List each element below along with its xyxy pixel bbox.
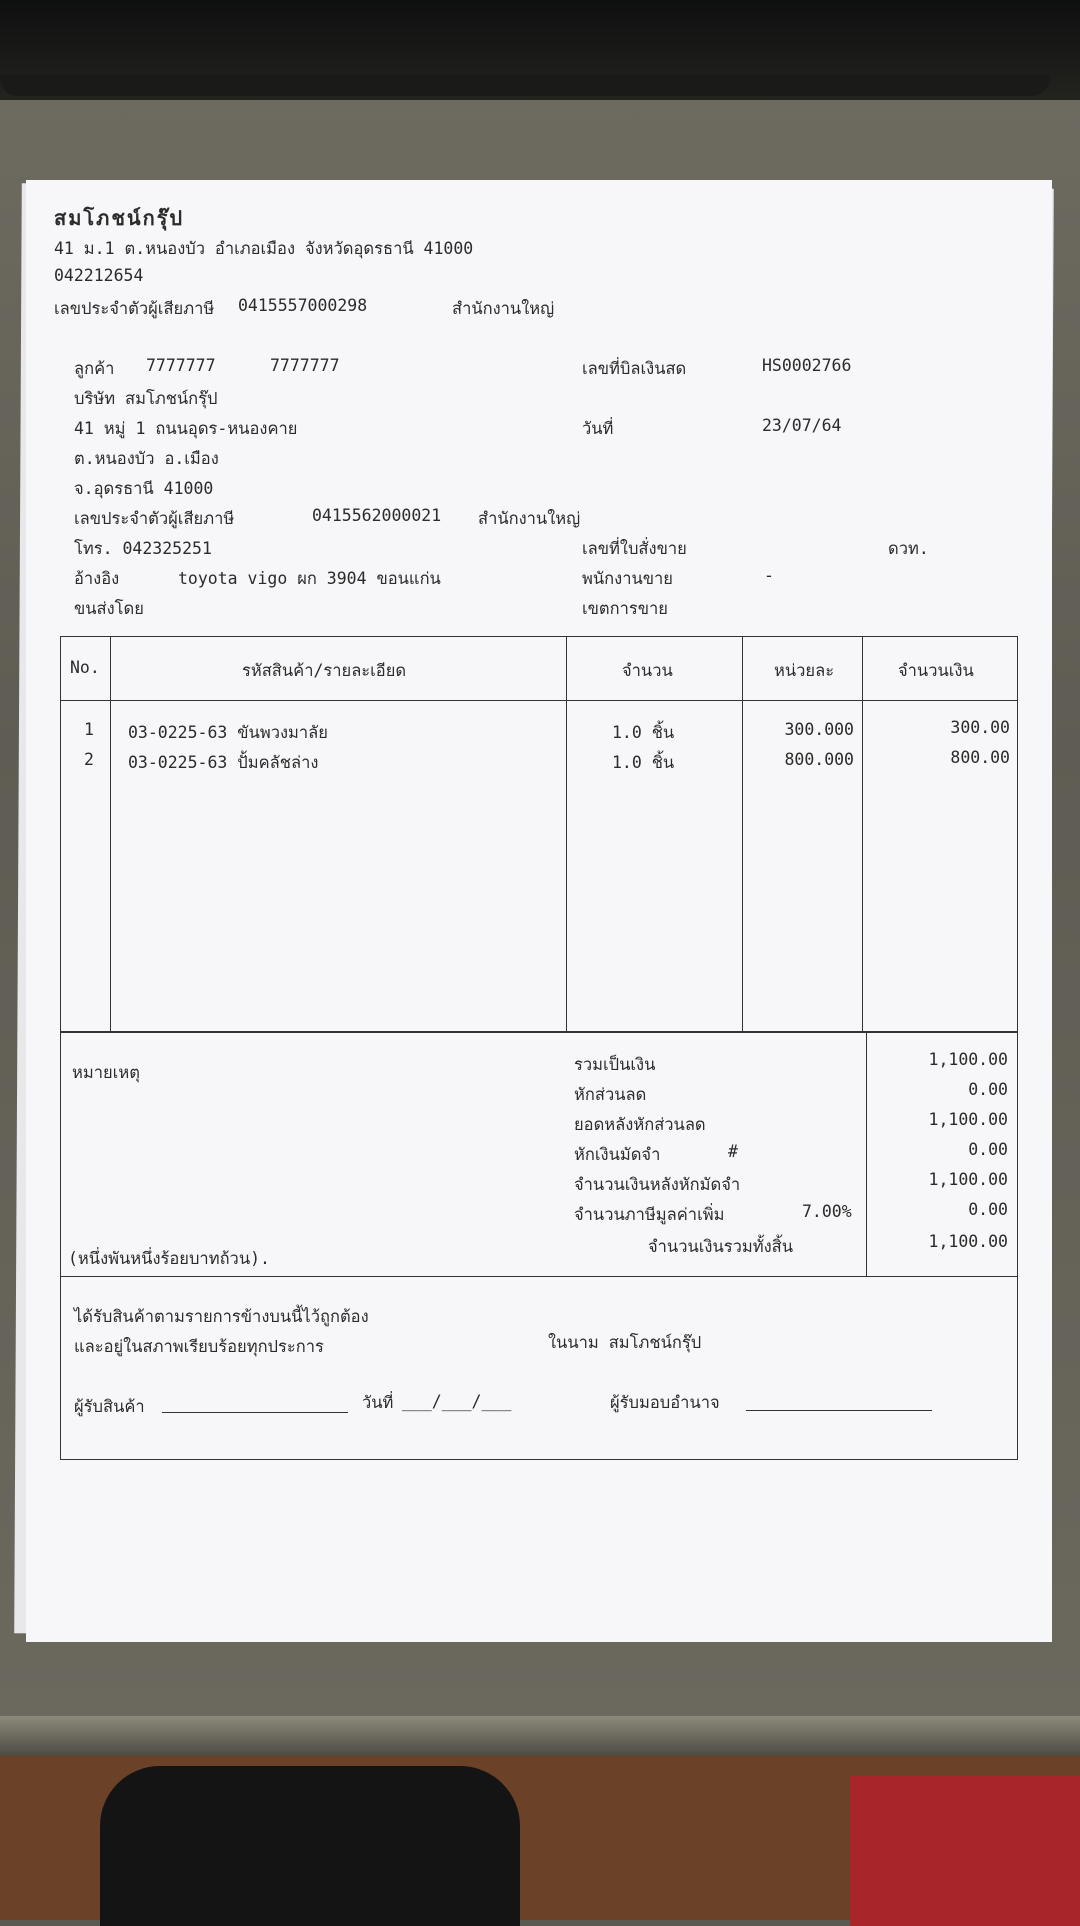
- row-no: 1: [84, 720, 94, 739]
- row-qty: 1.0 ชิ้น: [612, 723, 675, 742]
- company-phone: 042212654: [54, 266, 144, 285]
- company-tax-label: เลขประจำตัวผู้เสียภาษี: [54, 299, 215, 318]
- row-item: 03-0225-63 ขันพวงมาลัย: [128, 723, 328, 742]
- customer-label: ลูกค้า: [74, 359, 115, 378]
- shipping-label: ขนส่งโดย: [74, 599, 144, 618]
- col-divider: [862, 636, 863, 1032]
- customer-address-1: 41 หมู่ 1 ถนนอุดร-หนองคาย: [74, 419, 298, 438]
- after-discount-label: ยอดหลังหักส่วนลด: [574, 1115, 706, 1134]
- company-branch: สำนักงานใหญ่: [452, 299, 555, 318]
- sales-zone-label: เขตการขาย: [582, 599, 668, 618]
- salesperson-value: -: [764, 566, 774, 585]
- vat-label: จำนวนภาษีมูลค่าเพิ่ม: [574, 1205, 725, 1224]
- row-amount: 300.00: [950, 718, 1010, 737]
- sales-order-label: เลขที่ใบสั่งขาย: [582, 539, 687, 558]
- received-text-2: และอยู่ในสภาพเรียบร้อยทุกประการ: [74, 1337, 324, 1356]
- header-amount: จำนวนเงิน: [898, 661, 974, 680]
- grand-total-label: จำนวนเงินรวมทั้งสิ้น: [648, 1237, 794, 1256]
- customer-address-2: ต.หนองบัว อ.เมือง: [74, 449, 219, 468]
- grand-total-value: 1,100.00: [928, 1232, 1008, 1251]
- discount-label: หักส่วนลด: [574, 1085, 647, 1104]
- row-unit-price: 300.000: [784, 720, 854, 739]
- row-amount: 800.00: [950, 748, 1010, 767]
- col-divider: [742, 636, 743, 1032]
- row-unit-price: 800.000: [784, 750, 854, 769]
- customer-code: 7777777: [146, 356, 216, 375]
- floor: [0, 1756, 1080, 1920]
- keyboard: [0, 0, 1080, 100]
- row-no: 2: [84, 750, 94, 769]
- discount-value: 0.00: [968, 1080, 1008, 1099]
- company-address: 41 ม.1 ต.หนองบัว อำเภอเมือง จังหวัดอุดรธานี 41000: [54, 239, 474, 258]
- customer-address-3: จ.อุดรธานี 41000: [74, 479, 214, 498]
- after-deposit-label: จำนวนเงินหลังหักมัดจำ: [574, 1175, 741, 1194]
- vat-value: 0.00: [968, 1200, 1008, 1219]
- items-header-divider: [60, 700, 1018, 701]
- header-item: รหัสสินค้า/รายละเอียด: [242, 661, 407, 680]
- customer-branch: สำนักงานใหญ่: [478, 509, 581, 528]
- bill-number: HS0002766: [762, 356, 852, 375]
- after-discount-value: 1,100.00: [928, 1110, 1008, 1129]
- amount-in-words: (หนึ่งพันหนึ่งร้อยบาทถ้วน).: [68, 1249, 270, 1268]
- received-text-1: ได้รับสินค้าตามรายการข้างบนนี้ไว้ถูกต้อง: [74, 1307, 369, 1326]
- vat-rate: 7.00%: [802, 1202, 852, 1221]
- reference-value: toyota vigo ผก 3904 ขอนแก่น: [178, 569, 441, 588]
- shoe: [100, 1766, 520, 1926]
- authorized-signature-line: [746, 1410, 932, 1411]
- col-divider: [566, 636, 567, 1032]
- header-no: No.: [70, 658, 100, 677]
- customer-tax-label: เลขประจำตัวผู้เสียภาษี: [74, 509, 235, 528]
- customer-tax-id: 0415562000021: [312, 506, 442, 525]
- sales-order-suffix: ดวท.: [888, 539, 929, 558]
- cash-bill-document: [26, 180, 1052, 1642]
- summary-footer-divider: [60, 1276, 1018, 1277]
- salesperson-label: พนักงานขาย: [582, 569, 673, 588]
- row-item: 03-0225-63 ปั้มคลัชล่าง: [128, 753, 319, 772]
- remark-label: หมายเหตุ: [72, 1063, 140, 1082]
- bill-number-label: เลขที่บิลเงินสด: [582, 359, 687, 378]
- keyboard-edge: [0, 74, 1050, 96]
- subtotal-value: 1,100.00: [928, 1050, 1008, 1069]
- items-table: [60, 636, 1018, 1032]
- bill-date-label: วันที่: [582, 419, 614, 438]
- on-behalf-of: ในนาม สมโภชน์กรุ๊ป: [548, 1333, 702, 1352]
- receiver-label: ผู้รับสินค้า: [74, 1397, 145, 1416]
- col-divider: [110, 636, 111, 1032]
- after-deposit-value: 1,100.00: [928, 1170, 1008, 1189]
- desk-rim: [0, 1716, 1080, 1756]
- deposit-value: 0.00: [968, 1140, 1008, 1159]
- customer-phone: โทร. 042325251: [74, 539, 212, 558]
- company-tax-id: 0415557000298: [238, 296, 368, 315]
- authorized-label: ผู้รับมอบอำนาจ: [610, 1393, 720, 1412]
- bill-date: 23/07/64: [762, 416, 842, 435]
- receive-date-label: วันที่: [362, 1393, 394, 1412]
- company-name: สมโภชน์กรุ๊ป: [54, 206, 185, 230]
- deposit-mark: #: [728, 1142, 738, 1161]
- deposit-label: หักเงินมัดจำ: [574, 1145, 661, 1164]
- reference-label: อ้างอิง: [74, 569, 120, 588]
- receiver-signature-line: [162, 1412, 348, 1413]
- subtotal-label: รวมเป็นเงิน: [574, 1055, 656, 1074]
- customer-name: บริษัท สมโภชน์กรุ๊ป: [74, 389, 218, 408]
- red-rug: [850, 1776, 1080, 1926]
- customer-code-2: 7777777: [270, 356, 340, 375]
- header-qty: จำนวน: [622, 661, 673, 680]
- header-unit-price: หน่วยละ: [774, 661, 835, 680]
- row-qty: 1.0 ชิ้น: [612, 753, 675, 772]
- receive-date-blank: ___/___/___: [402, 1392, 512, 1411]
